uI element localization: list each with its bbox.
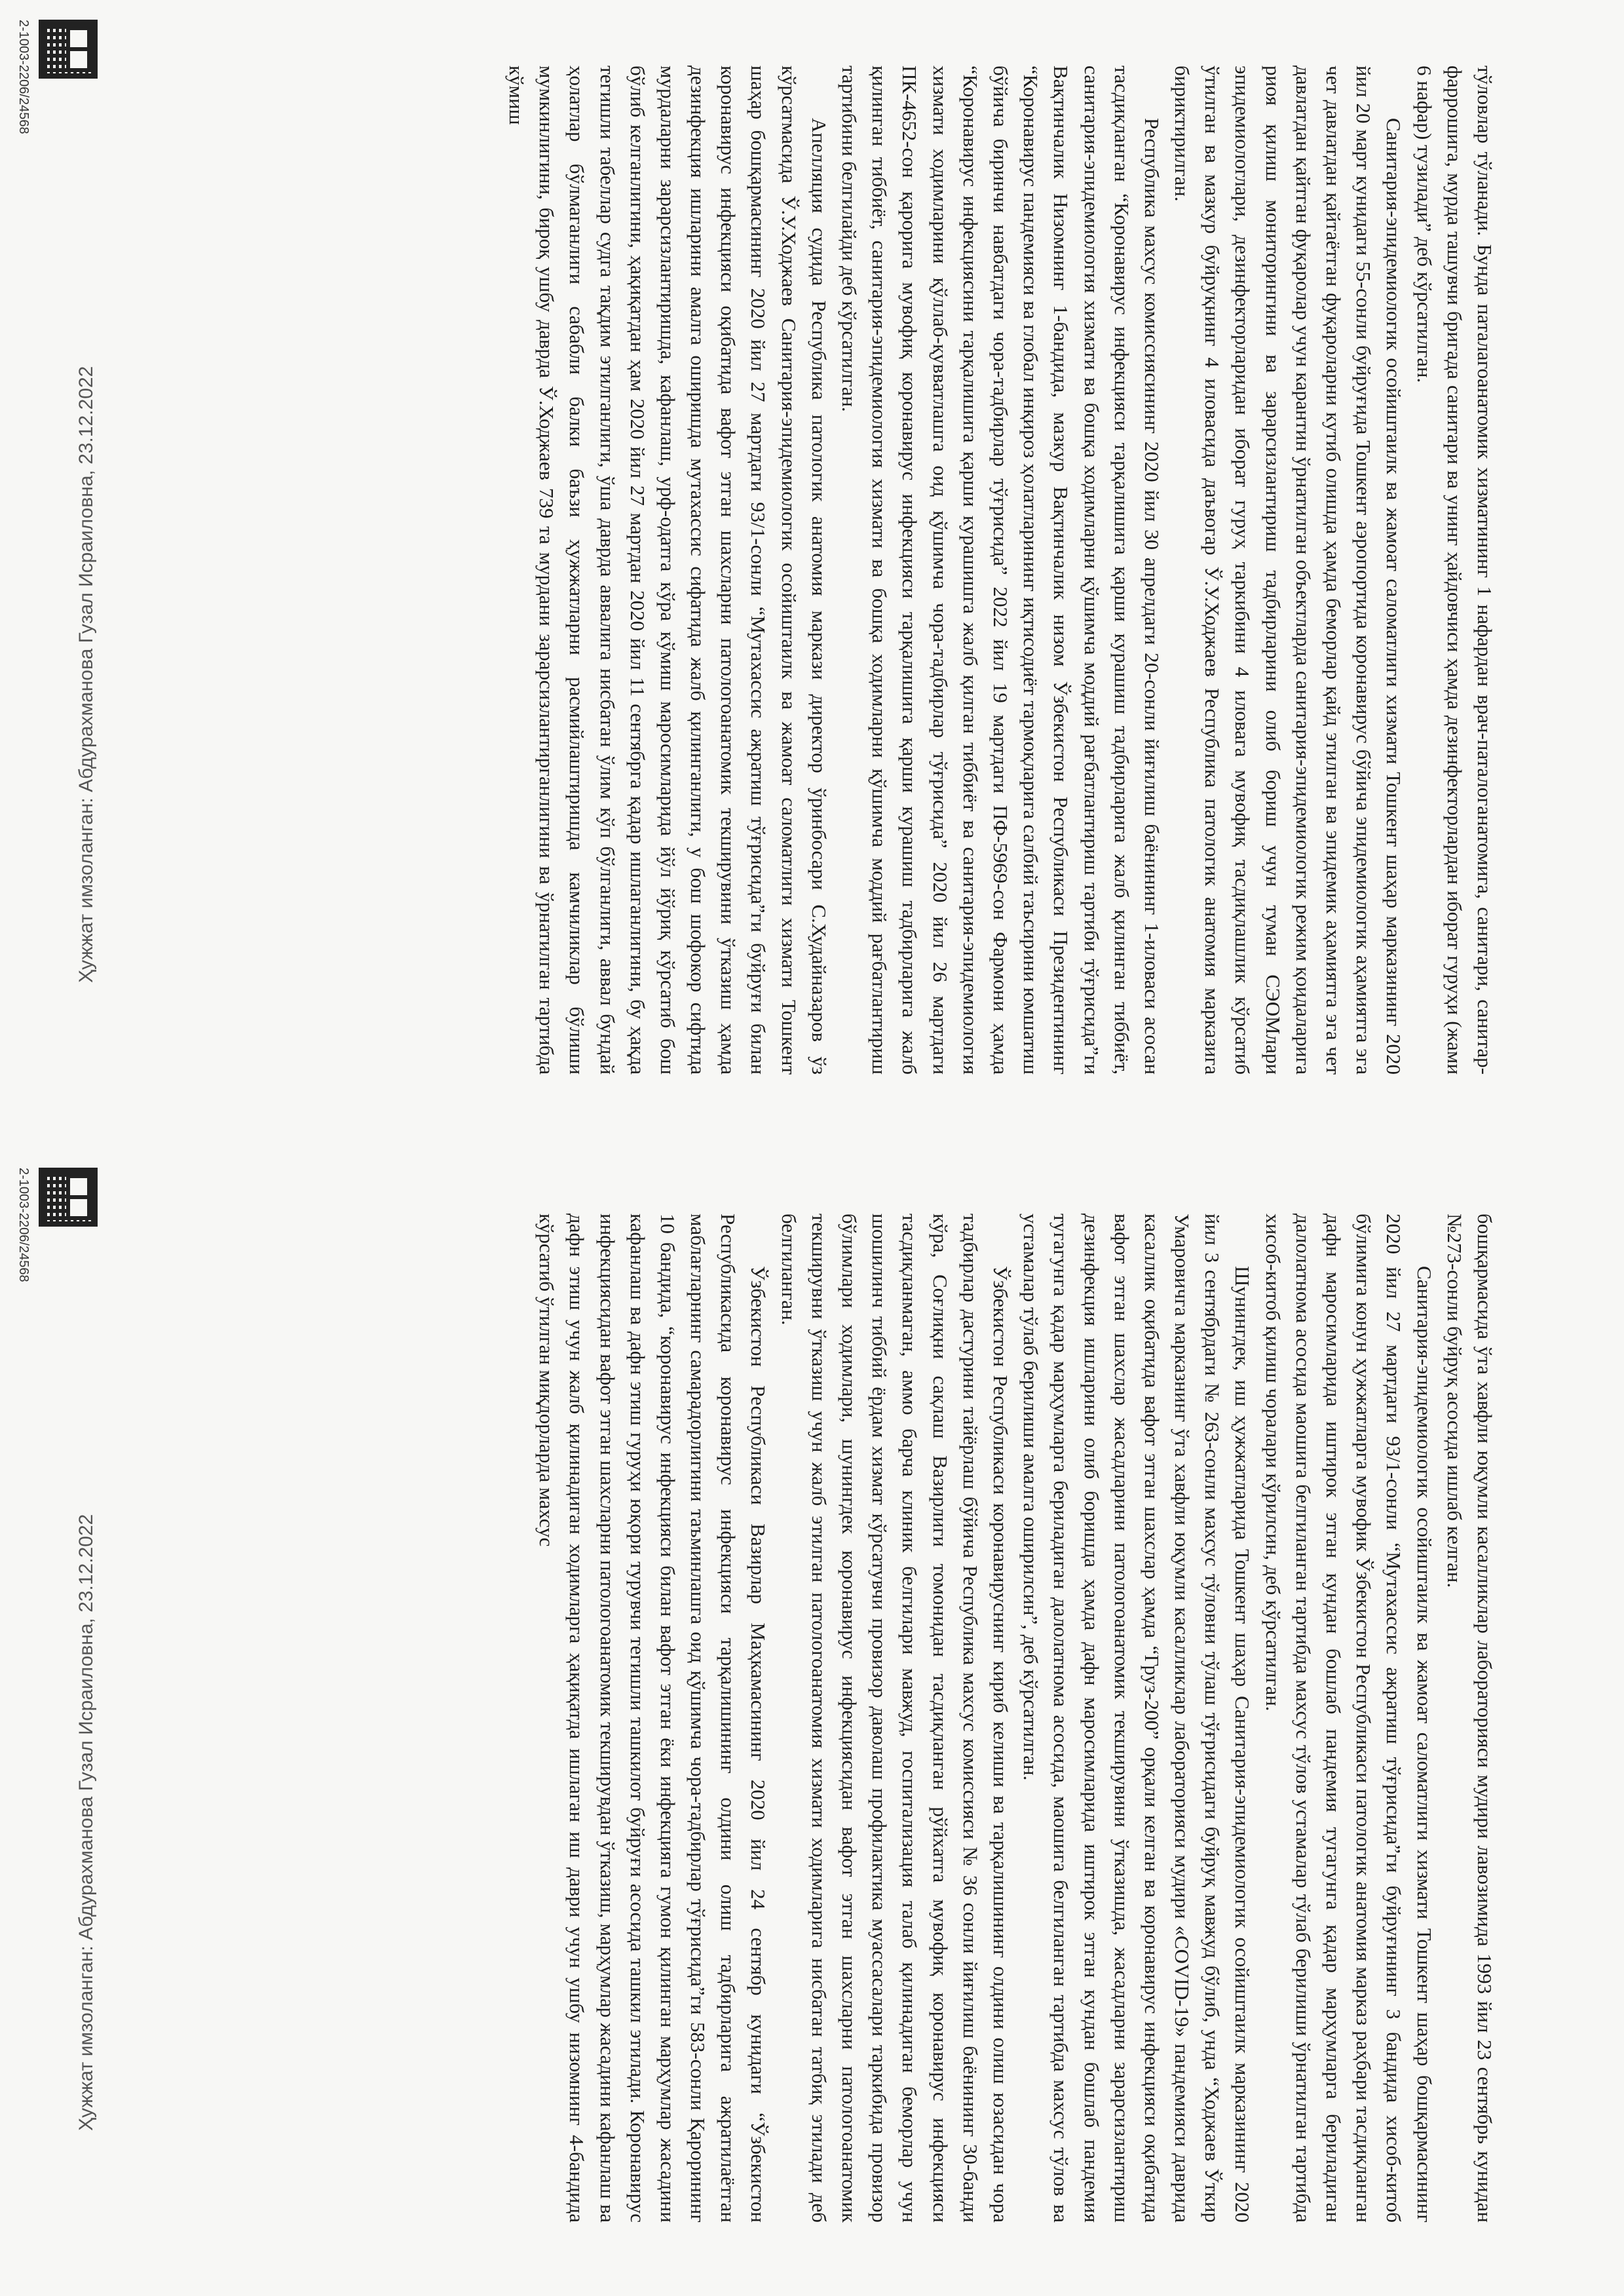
- paragraph: Ўзбекистон Республикаси коронавируснинг кириб келиши ва тарқалишининг олдини олиш юзасидан чора тадбирлар дастурини тайёрлаш бўйича Республика махсус комиссияси № 36 сонли йиғилиш баёнининг 30-банди кўра, Соғлиқни сақлаш Вазирлиги томонидан тасдиқланган рўйхатга мувофиқ коронавирус инфекцияси тасдиқланмаган, аммо барча клиник белгилари мавжуд, госпитализация талаб қилинадиган беморлар учун шошилинч тиббий ёрдам хизмат кўрсатувчи провизор даволаш профилактика муассасалари таркибида провизор бўлимлари ходимлари, шунингдек коронавирус инфекциясидан вафот этган шахсларни патологоанатомик текширувни ўтказиш учун жалб этилган патологоанатомия хизмати ходимларига нисбатан татбиқ этилади деб белгиланган.: [777, 1214, 1012, 2223]
- signature-note: Ҳужжат имзоланган: Абдурахманова Гузал Исраиловна, 23.12.2022: [75, 366, 97, 983]
- signature-note: Ҳужжат имзоланган: Абдурахманова Гузал Исраиловна, 23.12.2022: [75, 1514, 97, 2131]
- document-code: 2-1003-2206/24568: [16, 20, 31, 134]
- qr-code-icon: [39, 20, 98, 79]
- page-first-text: [0, 1148, 1624, 2296]
- paragraph: Санитария-эпидемиологик осойиштаилк ва жамоат саломатлиги хизмати Тошкент шаҳар бошқармасининг 2020 йил 27 мартдаги 93/1-сонли “Мутахассис ажратиш тўғрисида”ги буйруғининг 3 бандида хисоб-китоб бўлимига конун ҳужжатларга мувофик Ўзбекистон Республикаси патологик анатомия марказ раҳбари тасдиқланган дафн маросимларида иштирок этган кундан бошлаб пандемия тугагунга қадар марҳумларга бериладиган далолатнома асосида маошига белгиланган тартибда махсус тўлов устамалар тўлаб берилиши ўрнатилган тартибда хисоб-китоб қилиш чоралари кўрилсин, деб кўрсатилган.: [1261, 1214, 1436, 2223]
- rotated-page-content: [0, 1148, 1624, 2296]
- paragraph: Апелляция судида Республика патологик анатомия маркази директор ўринбосари С.Худайназаров ўз кўрсатмасида Ў.У.Ходжаев Санитария-эпидемиологик осойиштаилк ва жамоат саломатлиги хизмати Тошкент шаҳар бошқармасининг 2020 йил 27 мартдаги 93/1-сонли “Мутахассис ажратиш тўғрисида”ги буйруғи билан коронавирус инфекцияси оқибатида вафот этган шахсларни патологоанатомик текширувини ўтказиш ҳамда дезинфекция ишларини амалга оширишда мутахассис сифатида жалб қилинганлиги, у бош шофокор сифтида мурдаларни зарарсизлантиришда, кафанлаш, урф-одатга кўра кўмиш маросимларида йўл йўриқ кўрсатиб бош бўлиб келганлигини, ҳақиқатдан ҳам 2020 йил 27 мартдан 2020 йил 11 сентябрга қадар ишлаганлигини, бу ҳақда тегишли табеллар судга тақдим этилганлиги, ўша даврда аввалига нисбатан ўлим кўп бўлганлиги, аввал бундай ҳолатлар бўлмаганлиги сабабли балки баъзи ҳужжатларни расмийлаштиришда камчиликлар бўлиши мумкинлигини, бироқ ушбу даврда Ў.Ходжаев 739 та мурдани зарарсизлантирганлигини ва ўрнатилган тартибда кўмиш: [505, 66, 831, 1075]
- document-body: [111, 1214, 1500, 2223]
- paragraph: бошқармасида ўта хавфли юқумли касалликлар лабораторияси мудири лавозимида 1993 йил 23 сентябрь кунидан №273-сонли буйруқ асосида ишлаб келган.: [1443, 1214, 1496, 2223]
- paragraph: тўловлар тўланади. Бунда паталагоанатомик хизматининг 1 нафардан врач-паталоганатомига, санитари, санитар-фаррошига, мурда ташувчи бригада санитари ва унинг ҳайдовчиси ҳамда дезинфекторлардан иборат гуруҳи (жами 6 нафар) тузилади” деб кўрсатилган.: [1412, 66, 1496, 1075]
- document-code: 2-1003-2206/24568: [16, 1168, 31, 1282]
- paragraph: Республика махсус комиссиясининг 2020 йил 30 апрелдаги 20-сонли йиғилиш баёнининг 1-иловаси асосан тасдиқланган “Коронавирус инфекцияси тарқалишига қарши курашиш тадбирларига жалб қилинган тиббиёт, санитария-эпидемиология хизмати ва бошқа ходимларни қўшимча моддий рағбатлантириш тартиби тўғрисида”ги Вақтинчалик Низомнинг 1-бандида, мазкур Вақтинчалик низом Ўзбекистон Республикаси Президентининг “Коронавирус пандемияси ва глобал инқироз ҳолатларининг иқтисодиёт тармоқларига салбий таъсирини юмшатиш бўйича биринчи навбатдаги чора-тадбирлар тўғрисида” 2022 йил 19 мартдаги ПФ-5969-сон Фармони ҳамда “Коронавирус инфекциясини тарқалишига қарши курашишга жалб қилган тиббиёт ва санитария-эпидемиология хизмати ходимларини қўллаб-қувватлашга оид қўшимча чора-тадбирлар тўғрисида” 2020 йил 26 мартдаги ПК-4652-сон қарорига мувофиқ коронавирус инфекцияси тарқалишига қарши курашиш тадбирларига жалб қилинган тиббиёт, санитария-эпидемиология хизмати ва бошқа ходимларни қўшимча моддий рағбатлантириш тартибини белгилайди деб кўрсатилган.: [838, 66, 1163, 1075]
- paragraph: Санитария-эпидемиологик осойиштаилк ва жамоат саломатлиги хизмати Тошкент шаҳар марказининг 2020 йил 20 март кунидаги 55-сонли буйруғида Тошкент аэропортида коронавирус бўйича эпидемиологик аҳамиятга эга чет давлатдан қайтаётган фуқароларни кутиб олишда ҳамда беморлар қайд этилган ва эпидемик аҳамиятга эга чет давлатдан қайтган фуқаролар учун карантин ўрнатилган объектларда санитария-эпидемиологик режим қоидаларига риоя қилиш мониторингини ва зарарсизлантириш тадбирларини олиб бориш учун туман СЭОМлари эпидемиологлари, дезинфекторларидан иборат гуруҳ таркибини 4 иловага мувофиқ тасдиқлашлик кўрсатиб ўтилган ва мазкур буйруқнинг 4 иловасида даъвогар Ў.У.Ходжаев Республика патологик анатомия марказига бириктирилган.: [1171, 66, 1406, 1075]
- document-body: [111, 66, 1500, 1075]
- qr-code-icon: [39, 1168, 98, 1227]
- paragraph: Шунингдек, иш ҳужжатларида Тошкент шаҳар Санитария-эпидемиологик осойиштаилк марказининг 2020 йил 3 сентябрдаги № 263-сонли махсус тўловни тўлаш тўғрисидаги буйруқ мавжуд бўлиб, унда “Ходжаев Ўткир Умаровичга марказнинг ўта хавфли юқумли касалликлар лабораторияси мудири «COVID-19» пандемияси даврида касаллик оқибатида вафот этган шахслар ҳамда “Груз-200” орқали келган ва коронавирус инфекцияси оқибатида вафот этган шахслар жасадларини патологоанатомик текширувини ўтказишда, жасадларни зарарсизлантириш дезинфекция ишларини олиб боришда ҳамда дафн маросимларида иштирок этган кундан бошлаб пандемия тугагунга қадар марҳумларга бериладиган далолатнома асосида, маошига белгиланган тартибда махсус тўлов ва устамалар тўлаб берилиши амалга оширилсин”, деб кўрсатилган.: [1019, 1214, 1255, 2223]
- paragraph: Ўзбекистон Республикаси Вазирлар Маҳкамасининг 2020 йил 24 сентябр кунидаги “Ўзбекистон Республикасида коронавирус инфекцияси тарқалишининг олдини олиш тадбирларига ажратилаётган маблағларнинг самарадорлигини таъминлашга оид қўшимча чора-тадбирлар тўғрисида”ги 583-сонли Қарорининг 10 бандида, “коронавирус инфекцияси билан вафот этган ёки инфекцияга гумон қилинган марҳумлар жасадини кафанлаш ва дафн этиш гуруҳи юқори турувчи тегишли ташкилот буйруғи асосида ташкил этилади. Коронавирус инфекциясидан вафот этган шахсларни патологоанатомик текширувдан ўтказиш, марҳумлар жасадини кафанлаш ва дафн этиш учун жалб қилинадиган ходимларга ҳақиқатда ишлаган иш даври учун ушбу низомнинг 4-бандида кўрсатиб ўтилган миқдорларда махсус: [535, 1214, 770, 2223]
